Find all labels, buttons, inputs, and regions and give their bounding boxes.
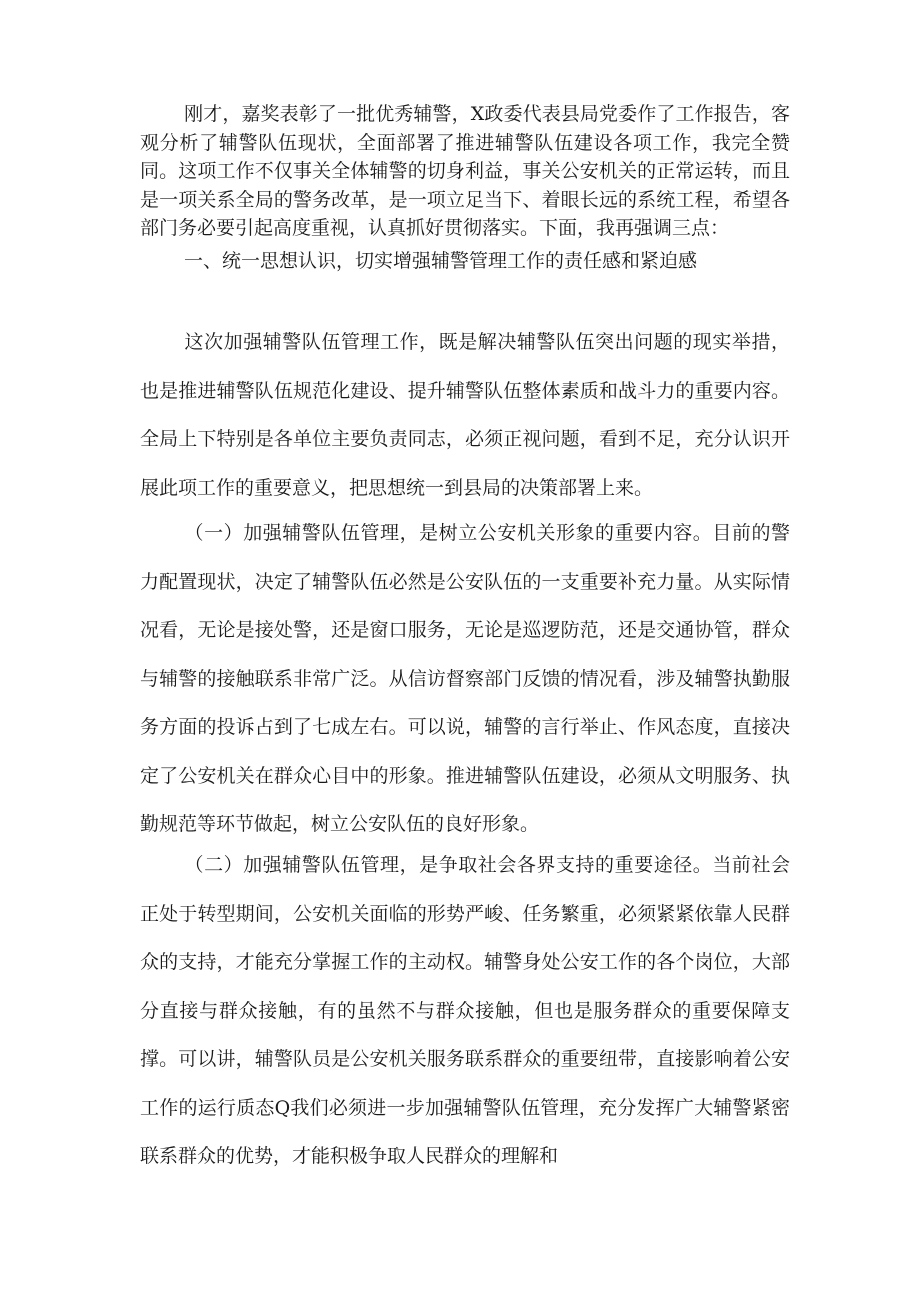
body-paragraph-1 [140,318,790,512]
section-heading-1 [140,247,790,275]
body-paragraph-3-text: （二）加强辅警队伍管理，是争取社会各界支持的重要途径。当前社会正处于转型期间，公安机关面临的形势严峻、任务繁重，必须紧紧依靠人民群众的支持，才能充分掌握工作的主动权。辅警身处公安工作的各个岗位，大部分直接与群众接触，有的虽然不与群众接触，但也是服务群众的重要保障支撑。可以讲，辅警队员是公安机关服务联系群众的重要纽带，直接影响着公安工作的运行质态Q我们必须进一步加强辅警队伍管理，充分发挥广大辅警紧密联系群众的优势，才能积极争取人民群众的理解和 [140,854,790,1167]
body-paragraph-2 [140,509,790,849]
section-heading-1-text: 一、统一思想认识，切实增强辅警管理工作的责任感和紧迫感 [184,250,698,272]
body-paragraph-2-text: （一）加强辅警队伍管理，是树立公安机关形象的重要内容。目前的警力配置现状，决定了辅警队伍必然是公安队伍的一支重要补充力量。从实际情况看，无论是接处警，还是窗口服务，无论是巡逻防范，还是交通协管，群众与辅警的接触联系非常广泛。从信访督察部门反馈的情况看，涉及辅警执勤服务方面的投诉占到了七成左右。可以说，辅警的言行举止、作风态度，直接决定了公安机关在群众心目中的形象。推进辅警队伍建设，必须从文明服务、执勤规范等环节做起，树立公安队伍的良好形象。 [140,522,790,835]
body-paragraph-3 [140,841,790,1181]
body-paragraph-1-text: 这次加强辅警队伍管理工作，既是解决辅警队伍突出问题的现实举措，也是推进辅警队伍规范化建设、提升辅警队伍整体素质和战斗力的重要内容。全局上下特别是各单位主要负责同志，必须正视问题，看到不足，充分认识开展此项工作的重要意义，把思想统一到县局的决策部署上来。 [140,331,790,499]
intro-text: 刚才，嘉奖表彰了一批优秀辅警，X政委代表县局党委作了工作报告，客观分析了辅警队伍现状，全面部署了推进辅警队伍建设各项工作，我完全赞同。这项工作不仅事关全体辅警的切身利益，事关公安机关的正常运转，而且是一项关系全局的警务改革，是一项立足当下、着眼长远的系统工程，希望各部门务必要引起高度重视，认真抓好贯彻落实。下面，我再强调三点： [140,103,790,239]
intro-paragraph [140,100,790,243]
